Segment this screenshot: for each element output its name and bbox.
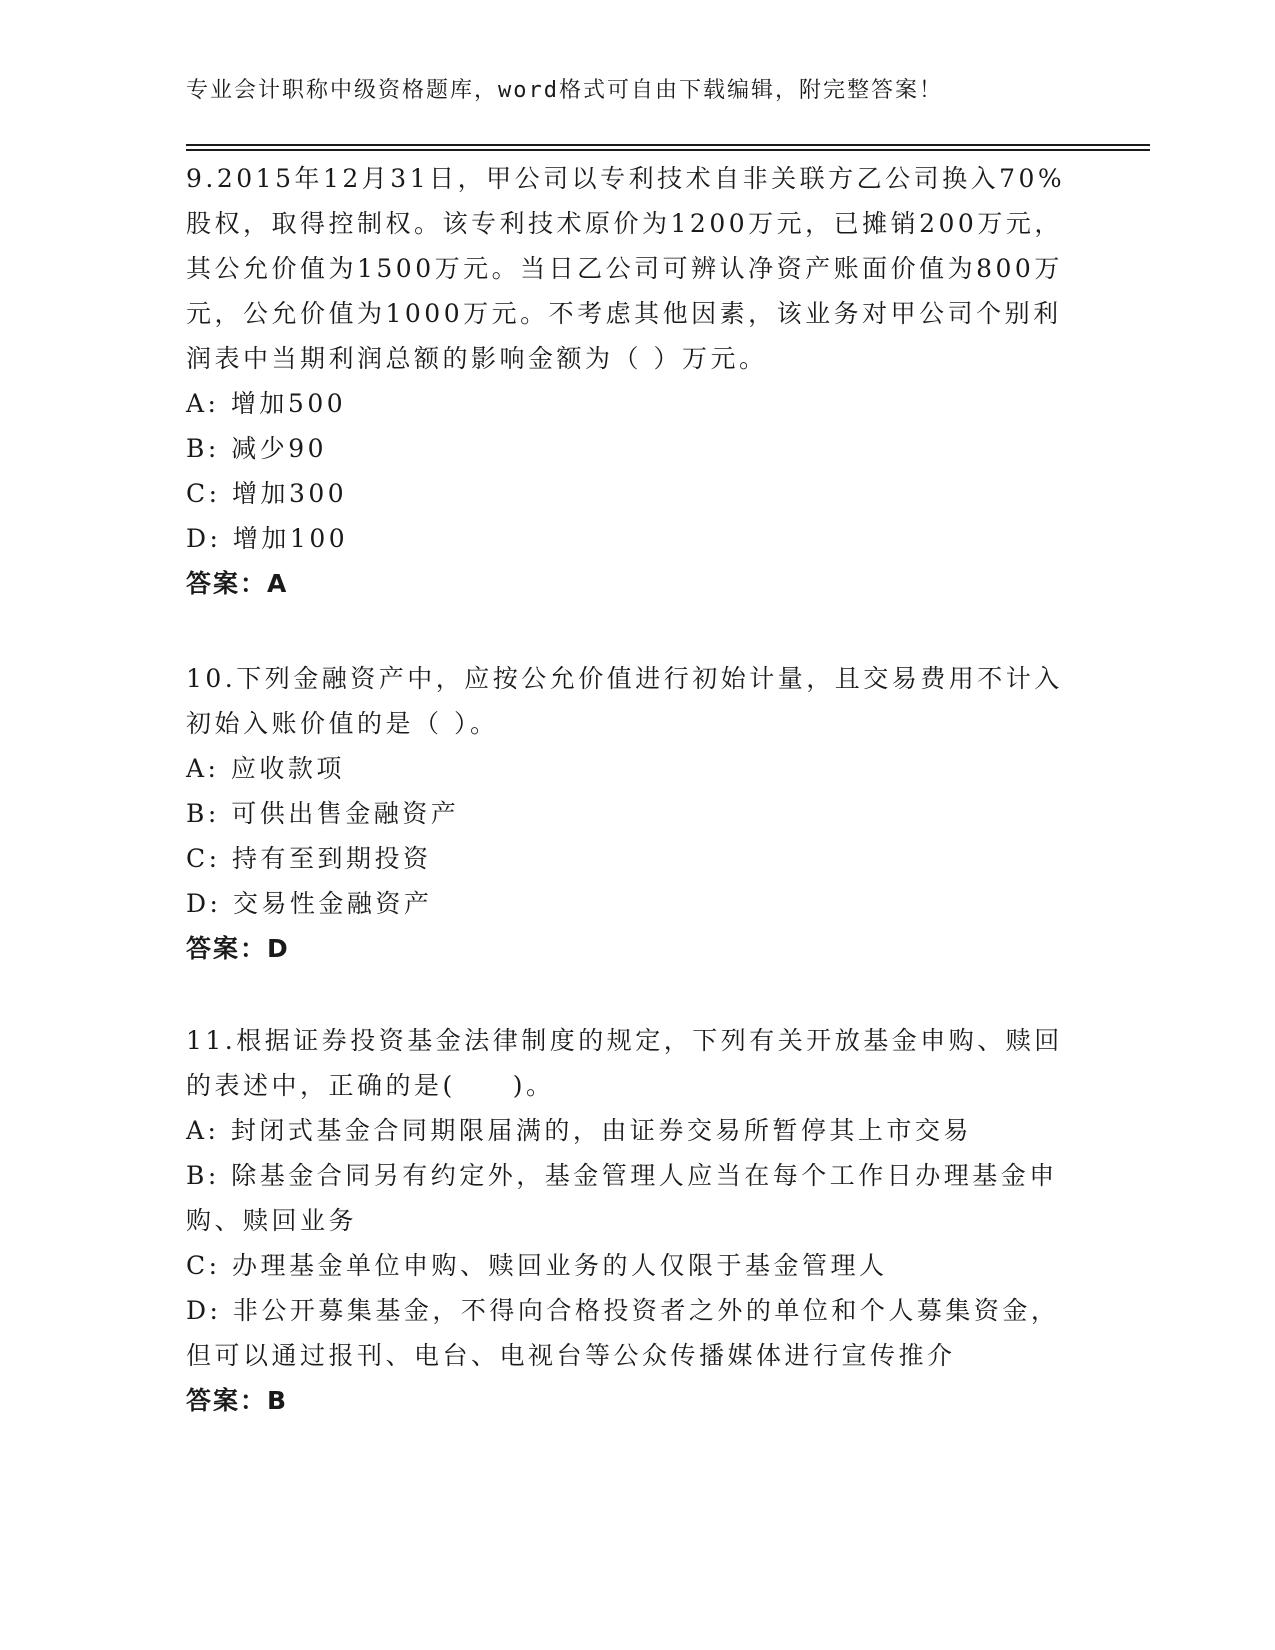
option-d: D: 交易性金融资产 <box>186 889 433 918</box>
answer: 答案：B <box>186 1386 289 1415</box>
option-d: D: 非公开募集基金，不得向合格投资者之外的单位和个人募集资金，但可以通过报刊、电台、电视台等公众传播媒体进行宣传推介 <box>186 1296 1060 1370</box>
option-a: A: 增加500 <box>186 389 347 418</box>
option-b: B: 除基金合同另有约定外，基金管理人应当在每个工作日办理基金申购、赎回业务 <box>186 1161 1058 1235</box>
question-9 <box>186 156 1066 606</box>
question-stem: 9.2015年12月31日，甲公司以专利技术自非关联方乙公司换入70%股权，取得控制权。该专利技术原价为1200万元，已摊销200万元，其公允价值为1500万元。当日乙公司可辨认净资产账面价值为800万元，公允价值为1000万元。不考虑其他因素，该业务对甲公司个别利润表中当期利润总额的影响金额为（ ）万元。 <box>186 164 1066 373</box>
question-10 <box>186 656 1066 971</box>
header-rule-top <box>186 144 1150 146</box>
option-c: C: 持有至到期投资 <box>186 844 432 873</box>
question-stem: 11.根据证券投资基金法律制度的规定，下列有关开放基金申购、赎回的表述中，正确的是( )。 <box>186 1026 1063 1100</box>
option-b: B: 可供出售金融资产 <box>186 799 460 828</box>
answer: 答案：A <box>186 569 289 598</box>
option-a: A: 封闭式基金合同期限届满的，由证券交易所暂停其上市交易 <box>186 1116 972 1145</box>
option-b: B: 减少90 <box>186 434 328 463</box>
option-a: A: 应收款项 <box>186 754 345 783</box>
question-11 <box>186 1018 1066 1423</box>
question-stem: 10.下列金融资产中，应按公允价值进行初始计量，且交易费用不计入初始入账价值的是（ ）。 <box>186 664 1063 738</box>
answer: 答案：D <box>186 934 290 963</box>
page-header: 专业会计职称中级资格题库，word格式可自由下载编辑，附完整答案！ <box>186 78 943 103</box>
option-list <box>186 381 1066 561</box>
option-list <box>186 1108 1066 1378</box>
option-d: D: 增加100 <box>186 524 349 553</box>
option-list <box>186 746 1066 926</box>
option-c: C: 办理基金单位申购、赎回业务的人仅限于基金管理人 <box>186 1251 888 1280</box>
header-rule-bottom <box>186 149 1150 151</box>
option-c: C: 增加300 <box>186 479 348 508</box>
